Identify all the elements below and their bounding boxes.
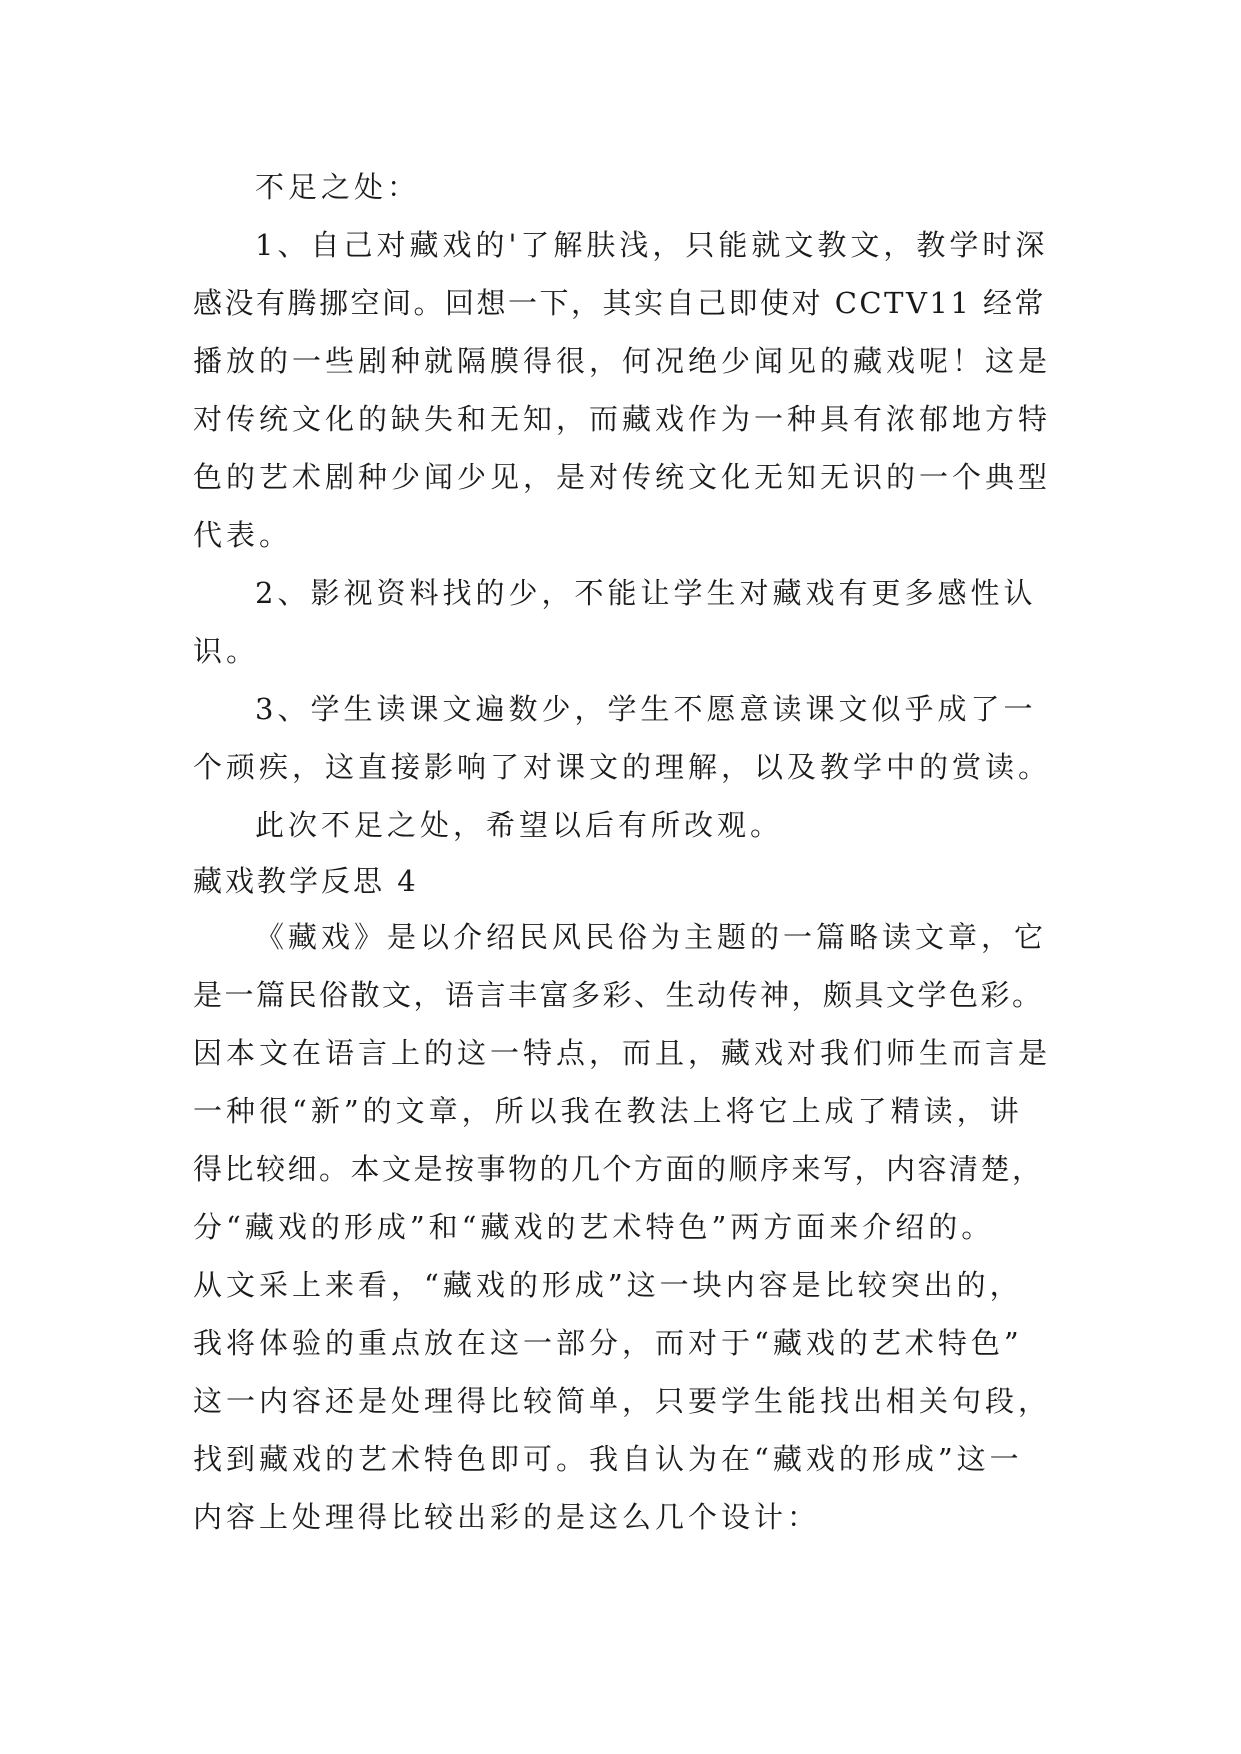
text-line: 代表。: [193, 518, 293, 552]
text-line: 找到藏戏的艺术特色即可。我自认为在“藏戏的形成”这一: [193, 1442, 1023, 1476]
text-line: 3、学生读课文遍数少，学生不愿意读课文似乎成了一: [255, 692, 1037, 726]
text-line: 对传统文化的缺失和无知，而藏戏作为一种具有浓郁地方特: [193, 402, 1052, 436]
text-line: 2、影视资料找的少，不能让学生对藏戏有更多感性认: [255, 576, 1037, 610]
text-line: 这一内容还是处理得比较简单，只要学生能找出相关句段，: [193, 1384, 1052, 1418]
text-line: 得比较细。本文是按事物的几个方面的顺序来写，内容清楚，: [193, 1152, 1044, 1186]
text-line: 因本文在语言上的这一特点，而且，藏戏对我们师生而言是: [193, 1036, 1052, 1070]
document-body: [193, 158, 1053, 1546]
text-line: 不足之处：: [255, 170, 421, 204]
section-heading: 藏戏教学反思 4: [193, 864, 419, 898]
text-line: 我将体验的重点放在这一部分，而对于“藏戏的艺术特色”: [193, 1326, 1023, 1360]
text-line: 个顽疾，这直接影响了对课文的理解，以及教学中的赏读。: [193, 750, 1052, 784]
text-line: 此次不足之处，希望以后有所改观。: [255, 808, 784, 842]
text-line: 播放的一些剧种就隔膜得很，何况绝少闻见的藏戏呢！这是: [193, 344, 1052, 378]
text-line: 是一篇民俗散文，语言丰富多彩、生动传神，颇具文学色彩。: [193, 978, 1044, 1012]
text-line: 从文采上来看，“藏戏的形成”这一块内容是比较突出的，: [193, 1268, 1023, 1302]
text-line: 内容上处理得比较出彩的是这么几个设计：: [193, 1500, 821, 1534]
document-page: [193, 158, 1053, 1546]
text-line: 一种很“新”的文章，所以我在教法上将它上成了精读，讲: [193, 1094, 1023, 1128]
text-line: 感没有腾挪空间。回想一下，其实自己即使对 CCTV11 经常: [193, 286, 1047, 320]
text-line: 识。: [193, 634, 260, 668]
text-line: 色的艺术剧种少闻少见，是对传统文化无知无识的一个典型: [193, 460, 1052, 494]
text-line: 《藏戏》是以介绍民风民俗为主题的一篇略读文章，它: [255, 920, 1048, 954]
text-line: 分“藏戏的形成”和“藏戏的艺术特色”两方面来介绍的。: [193, 1210, 995, 1244]
text-line: 1、自己对藏戏的'了解肤浅，只能就文教文，教学时深: [255, 228, 1049, 262]
